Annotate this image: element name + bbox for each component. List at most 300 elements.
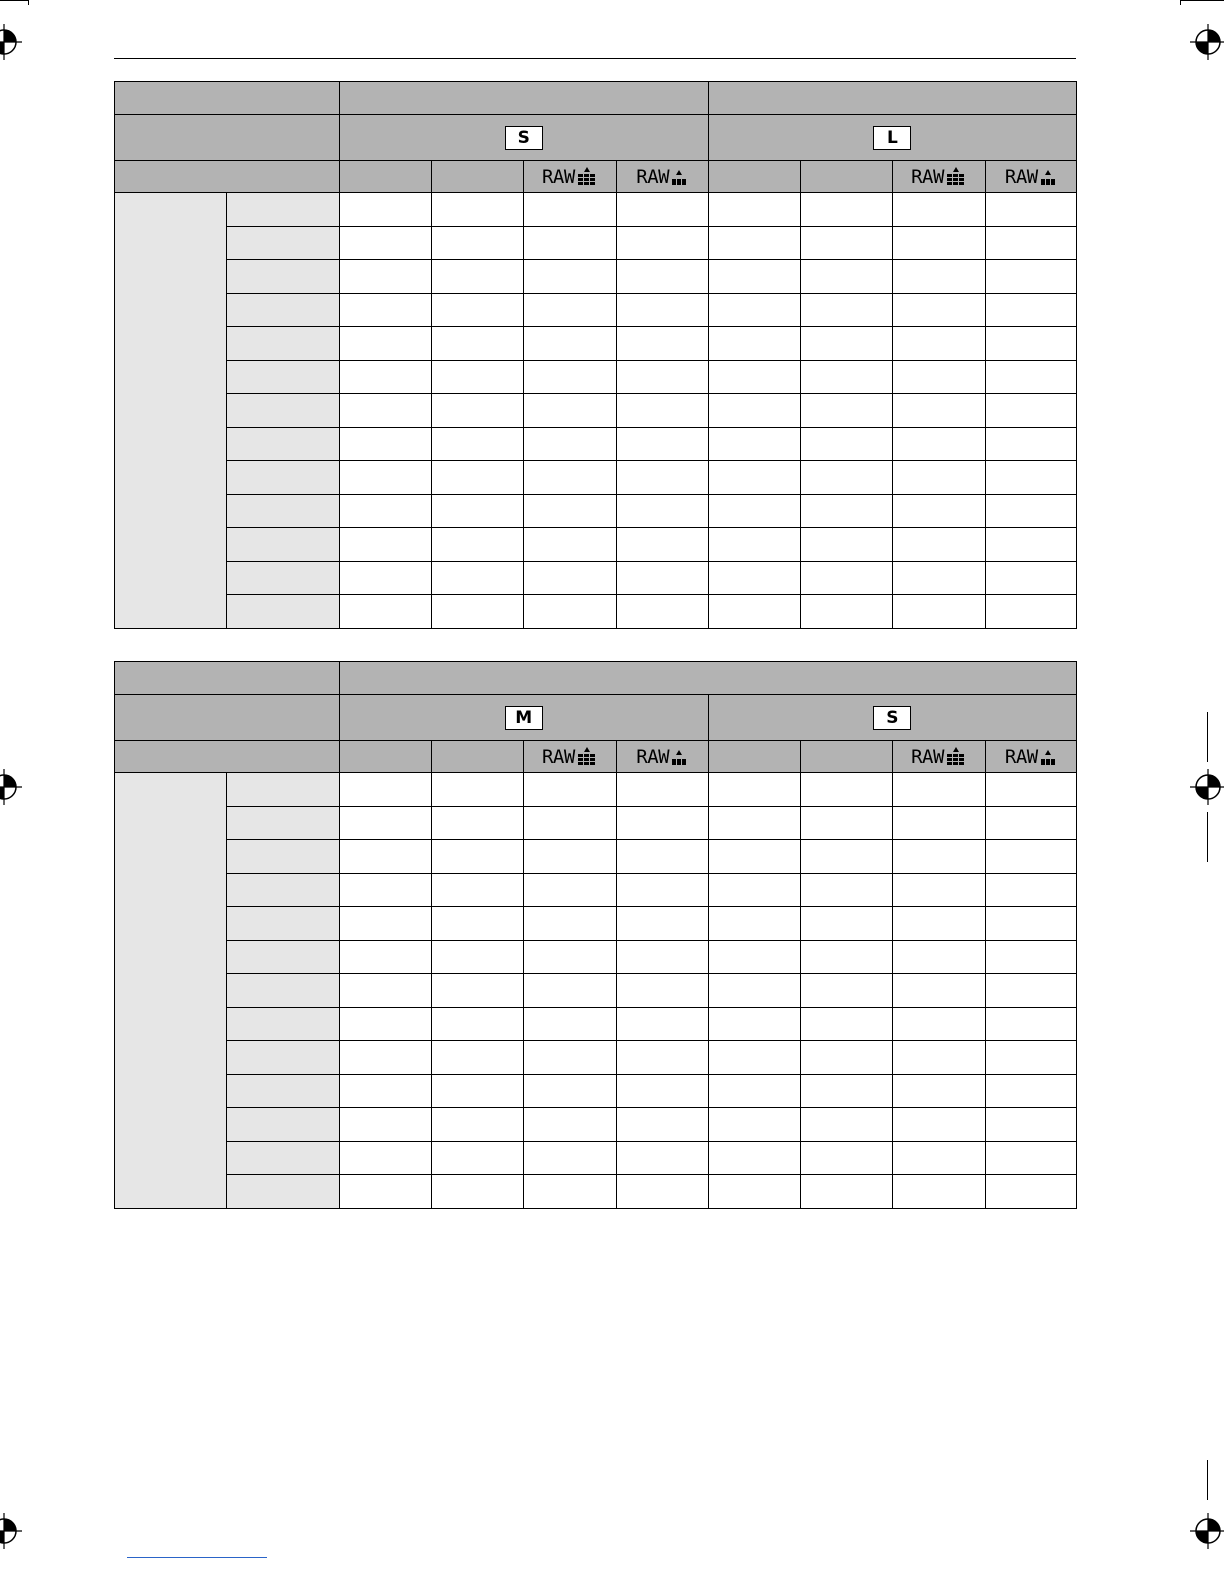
quality-header-cell bbox=[339, 741, 431, 773]
value-cell bbox=[524, 907, 616, 941]
value-cell bbox=[708, 595, 800, 629]
value-cell bbox=[708, 394, 800, 428]
value-cell bbox=[985, 595, 1076, 629]
value-cell bbox=[616, 940, 708, 974]
row-group-label bbox=[115, 193, 227, 629]
row-label-cell bbox=[227, 1074, 339, 1108]
value-cell bbox=[524, 840, 616, 874]
value-cell bbox=[524, 1108, 616, 1142]
value-cell bbox=[985, 873, 1076, 907]
value-cell bbox=[893, 1108, 985, 1142]
value-cell bbox=[431, 1041, 523, 1075]
value-cell bbox=[708, 561, 800, 595]
value-cell bbox=[801, 1007, 893, 1041]
quality-row-label bbox=[115, 161, 340, 193]
value-cell bbox=[431, 773, 523, 807]
header-group-full bbox=[339, 662, 1076, 695]
value-cell bbox=[708, 840, 800, 874]
value-cell bbox=[339, 193, 431, 227]
value-cell bbox=[708, 427, 800, 461]
row-label-cell bbox=[227, 907, 339, 941]
value-cell bbox=[616, 773, 708, 807]
value-cell bbox=[801, 1108, 893, 1142]
value-cell bbox=[524, 1141, 616, 1175]
value-cell bbox=[801, 873, 893, 907]
value-cell bbox=[893, 561, 985, 595]
value-cell bbox=[339, 773, 431, 807]
value-cell bbox=[431, 1108, 523, 1142]
value-cell bbox=[524, 1007, 616, 1041]
table-row bbox=[115, 226, 1077, 260]
crop-mark-top-left bbox=[0, 0, 28, 1]
value-cell bbox=[708, 907, 800, 941]
standard-icon bbox=[670, 167, 688, 187]
row-label-cell bbox=[227, 1041, 339, 1075]
value-cell bbox=[616, 1175, 708, 1209]
value-cell bbox=[339, 394, 431, 428]
row-label-cell bbox=[227, 595, 339, 629]
fine-icon bbox=[576, 747, 598, 767]
row-label-cell bbox=[227, 1108, 339, 1142]
table-row bbox=[115, 840, 1077, 874]
raw-quality-label bbox=[911, 747, 967, 767]
row-label-cell bbox=[227, 260, 339, 294]
value-cell bbox=[339, 1041, 431, 1075]
value-cell bbox=[893, 595, 985, 629]
raw-text: RAW bbox=[1004, 745, 1038, 768]
table-row bbox=[115, 1108, 1077, 1142]
value-cell bbox=[985, 394, 1076, 428]
quality-header-cell bbox=[801, 741, 893, 773]
crop-mark-top-left-v bbox=[28, 0, 29, 5]
value-cell bbox=[431, 840, 523, 874]
row-label-cell bbox=[227, 193, 339, 227]
value-cell bbox=[431, 461, 523, 495]
value-cell bbox=[339, 226, 431, 260]
value-cell bbox=[616, 226, 708, 260]
standard-icon bbox=[670, 747, 688, 767]
value-cell bbox=[524, 806, 616, 840]
table-row bbox=[115, 260, 1077, 294]
value-cell bbox=[708, 1108, 800, 1142]
table-row bbox=[115, 1141, 1077, 1175]
size-cell-right bbox=[708, 695, 1076, 741]
value-cell bbox=[524, 226, 616, 260]
value-cell bbox=[985, 907, 1076, 941]
value-cell bbox=[524, 595, 616, 629]
value-cell bbox=[985, 940, 1076, 974]
raw-text: RAW bbox=[911, 165, 944, 188]
standard-icon bbox=[1039, 747, 1057, 767]
value-cell bbox=[985, 528, 1076, 562]
value-cell bbox=[616, 327, 708, 361]
value-cell bbox=[339, 1007, 431, 1041]
value-cell bbox=[708, 1141, 800, 1175]
value-cell bbox=[801, 528, 893, 562]
value-cell bbox=[985, 1074, 1076, 1108]
table-row bbox=[115, 907, 1077, 941]
row-label-cell bbox=[227, 461, 339, 495]
fine-icon bbox=[945, 747, 967, 767]
value-cell bbox=[431, 1074, 523, 1108]
row-label-cell bbox=[227, 940, 339, 974]
value-cell bbox=[708, 1041, 800, 1075]
value-cell bbox=[616, 873, 708, 907]
table-row bbox=[115, 1041, 1077, 1075]
raw-quality-label bbox=[1005, 167, 1057, 187]
table-row bbox=[115, 773, 1077, 807]
value-cell bbox=[893, 394, 985, 428]
value-cell bbox=[801, 561, 893, 595]
value-cell bbox=[985, 1041, 1076, 1075]
row-label-cell bbox=[227, 561, 339, 595]
value-cell bbox=[801, 360, 893, 394]
value-cell bbox=[339, 461, 431, 495]
value-cell bbox=[339, 974, 431, 1008]
table-row bbox=[115, 494, 1077, 528]
value-cell bbox=[524, 193, 616, 227]
value-cell bbox=[339, 427, 431, 461]
value-cell bbox=[893, 773, 985, 807]
table-row bbox=[115, 1007, 1077, 1041]
value-cell bbox=[431, 260, 523, 294]
value-cell bbox=[708, 974, 800, 1008]
value-cell bbox=[985, 1108, 1076, 1142]
value-cell bbox=[339, 260, 431, 294]
value-cell bbox=[893, 461, 985, 495]
value-cell bbox=[339, 561, 431, 595]
value-cell bbox=[985, 974, 1076, 1008]
row-label-cell bbox=[227, 1007, 339, 1041]
value-cell bbox=[431, 561, 523, 595]
value-cell bbox=[431, 873, 523, 907]
value-cell bbox=[431, 293, 523, 327]
value-cell bbox=[708, 873, 800, 907]
crop-mark-right-mid-top bbox=[1207, 712, 1208, 762]
picture-size-badge: L bbox=[873, 126, 911, 150]
quality-header-cell bbox=[431, 741, 523, 773]
value-cell bbox=[524, 773, 616, 807]
table-row bbox=[115, 561, 1077, 595]
row-label-cell bbox=[227, 293, 339, 327]
value-cell bbox=[616, 1074, 708, 1108]
value-cell bbox=[616, 974, 708, 1008]
row-label-cell bbox=[227, 840, 339, 874]
row-label-cell bbox=[227, 806, 339, 840]
value-cell bbox=[431, 394, 523, 428]
row-label-cell bbox=[227, 974, 339, 1008]
registration-mark-icon bbox=[1190, 769, 1224, 805]
value-cell bbox=[339, 494, 431, 528]
value-cell bbox=[616, 260, 708, 294]
value-cell bbox=[339, 840, 431, 874]
value-cell bbox=[985, 427, 1076, 461]
value-cell bbox=[801, 1175, 893, 1209]
value-cell bbox=[708, 528, 800, 562]
value-cell bbox=[339, 907, 431, 941]
raw-quality-label bbox=[542, 747, 598, 767]
quality-header-cell bbox=[339, 161, 431, 193]
value-cell bbox=[801, 1074, 893, 1108]
value-cell bbox=[616, 494, 708, 528]
value-cell bbox=[616, 561, 708, 595]
value-cell bbox=[524, 1074, 616, 1108]
picture-size-badge: S bbox=[505, 126, 543, 150]
value-cell bbox=[524, 427, 616, 461]
value-cell bbox=[524, 494, 616, 528]
value-cell bbox=[801, 427, 893, 461]
value-cell bbox=[339, 1108, 431, 1142]
value-cell bbox=[801, 940, 893, 974]
crop-mark-top-right bbox=[1180, 0, 1224, 1]
value-cell bbox=[801, 327, 893, 361]
value-cell bbox=[893, 907, 985, 941]
value-cell bbox=[893, 806, 985, 840]
value-cell bbox=[616, 394, 708, 428]
value-cell bbox=[616, 461, 708, 495]
raw-quality-label bbox=[636, 167, 688, 187]
raw-quality-label bbox=[1005, 747, 1057, 767]
value-cell bbox=[801, 595, 893, 629]
value-cell bbox=[708, 806, 800, 840]
value-cell bbox=[616, 1141, 708, 1175]
value-cell bbox=[985, 327, 1076, 361]
quality-header-cell bbox=[616, 741, 708, 773]
value-cell bbox=[616, 907, 708, 941]
value-cell bbox=[893, 327, 985, 361]
value-cell bbox=[801, 1041, 893, 1075]
quality-row-label bbox=[115, 741, 340, 773]
raw-text: RAW bbox=[541, 165, 575, 188]
header-corner bbox=[115, 662, 340, 695]
quality-header-cell bbox=[985, 161, 1076, 193]
value-cell bbox=[801, 293, 893, 327]
value-cell bbox=[985, 1141, 1076, 1175]
value-cell bbox=[339, 1175, 431, 1209]
value-cell bbox=[524, 293, 616, 327]
table-row bbox=[115, 427, 1077, 461]
value-cell bbox=[985, 840, 1076, 874]
value-cell bbox=[616, 1007, 708, 1041]
crop-mark-right-mid-bottom bbox=[1207, 812, 1208, 862]
value-cell bbox=[801, 394, 893, 428]
picture-size-badge: M bbox=[505, 706, 543, 730]
value-cell bbox=[431, 360, 523, 394]
value-cell bbox=[524, 260, 616, 294]
quality-header-cell bbox=[524, 741, 616, 773]
value-cell bbox=[339, 940, 431, 974]
row-label-cell bbox=[227, 1175, 339, 1209]
row-label-cell bbox=[227, 226, 339, 260]
value-cell bbox=[708, 1074, 800, 1108]
table-row bbox=[115, 940, 1077, 974]
table-body bbox=[115, 773, 1077, 1209]
raw-text: RAW bbox=[636, 165, 670, 188]
value-cell bbox=[524, 1041, 616, 1075]
table-row bbox=[115, 528, 1077, 562]
table-row bbox=[115, 806, 1077, 840]
value-cell bbox=[524, 561, 616, 595]
row-group-label bbox=[115, 773, 227, 1209]
registration-mark-icon bbox=[0, 24, 22, 60]
row-label-cell bbox=[227, 327, 339, 361]
row-label-cell bbox=[227, 427, 339, 461]
quality-header-cell bbox=[708, 161, 800, 193]
value-cell bbox=[985, 561, 1076, 595]
value-cell bbox=[339, 873, 431, 907]
header-corner bbox=[115, 82, 340, 115]
row-label-cell bbox=[227, 528, 339, 562]
value-cell bbox=[431, 427, 523, 461]
value-cell bbox=[985, 461, 1076, 495]
value-cell bbox=[708, 1175, 800, 1209]
value-cell bbox=[616, 427, 708, 461]
value-cell bbox=[893, 293, 985, 327]
value-cell bbox=[431, 528, 523, 562]
value-cell bbox=[339, 595, 431, 629]
value-cell bbox=[985, 773, 1076, 807]
value-cell bbox=[339, 1141, 431, 1175]
value-cell bbox=[708, 226, 800, 260]
value-cell bbox=[801, 193, 893, 227]
table-row bbox=[115, 873, 1077, 907]
size-cell-left bbox=[339, 695, 708, 741]
value-cell bbox=[985, 1175, 1076, 1209]
size-row-label bbox=[115, 695, 340, 741]
value-cell bbox=[431, 595, 523, 629]
value-cell bbox=[339, 1074, 431, 1108]
table-row bbox=[115, 360, 1077, 394]
table-row bbox=[115, 1074, 1077, 1108]
size-cell-right bbox=[708, 115, 1076, 161]
value-cell bbox=[708, 260, 800, 294]
table-row bbox=[115, 974, 1077, 1008]
value-cell bbox=[893, 873, 985, 907]
value-cell bbox=[616, 528, 708, 562]
value-cell bbox=[893, 1141, 985, 1175]
quality-header-cell bbox=[893, 161, 985, 193]
value-cell bbox=[893, 1074, 985, 1108]
value-cell bbox=[524, 461, 616, 495]
crop-mark-right-bottom bbox=[1207, 1460, 1208, 1500]
value-cell bbox=[893, 1007, 985, 1041]
value-cell bbox=[708, 494, 800, 528]
value-cell bbox=[893, 1175, 985, 1209]
value-cell bbox=[524, 394, 616, 428]
registration-mark-icon bbox=[0, 769, 22, 805]
value-cell bbox=[708, 940, 800, 974]
footer-link-rule bbox=[127, 1557, 267, 1558]
value-cell bbox=[431, 1007, 523, 1041]
row-label-cell bbox=[227, 360, 339, 394]
row-label-cell bbox=[227, 394, 339, 428]
value-cell bbox=[524, 873, 616, 907]
standard-icon bbox=[1039, 167, 1057, 187]
value-cell bbox=[431, 494, 523, 528]
quality-header-cell bbox=[431, 161, 523, 193]
fine-icon bbox=[945, 167, 967, 187]
table-row bbox=[115, 595, 1077, 629]
value-cell bbox=[524, 1175, 616, 1209]
value-cell bbox=[339, 806, 431, 840]
value-cell bbox=[801, 260, 893, 294]
table-row bbox=[115, 461, 1077, 495]
value-cell bbox=[801, 974, 893, 1008]
value-cell bbox=[893, 1041, 985, 1075]
value-cell bbox=[616, 1041, 708, 1075]
quality-header-cell bbox=[893, 741, 985, 773]
quality-header-cell bbox=[985, 741, 1076, 773]
crop-mark-top-right-v bbox=[1180, 0, 1181, 5]
header-group-right bbox=[708, 82, 1076, 115]
value-cell bbox=[708, 193, 800, 227]
value-cell bbox=[801, 461, 893, 495]
value-cell bbox=[524, 360, 616, 394]
table-body bbox=[115, 193, 1077, 629]
value-cell bbox=[431, 193, 523, 227]
spec-table-2 bbox=[114, 661, 1077, 1209]
value-cell bbox=[339, 528, 431, 562]
raw-quality-label bbox=[911, 167, 967, 187]
value-cell bbox=[431, 806, 523, 840]
value-cell bbox=[893, 940, 985, 974]
registration-mark-icon bbox=[1190, 24, 1224, 60]
value-cell bbox=[801, 1141, 893, 1175]
value-cell bbox=[801, 226, 893, 260]
raw-quality-label bbox=[636, 747, 688, 767]
value-cell bbox=[801, 773, 893, 807]
value-cell bbox=[524, 974, 616, 1008]
value-cell bbox=[339, 327, 431, 361]
value-cell bbox=[616, 193, 708, 227]
table-row bbox=[115, 327, 1077, 361]
quality-header-cell bbox=[801, 161, 893, 193]
value-cell bbox=[616, 293, 708, 327]
row-label-cell bbox=[227, 873, 339, 907]
value-cell bbox=[524, 940, 616, 974]
value-cell bbox=[616, 595, 708, 629]
table-row bbox=[115, 1175, 1077, 1209]
value-cell bbox=[708, 1007, 800, 1041]
value-cell bbox=[893, 494, 985, 528]
raw-text: RAW bbox=[911, 745, 944, 768]
value-cell bbox=[708, 360, 800, 394]
value-cell bbox=[431, 940, 523, 974]
spec-table-1 bbox=[114, 81, 1077, 629]
header-rule bbox=[114, 58, 1076, 59]
table-row bbox=[115, 293, 1077, 327]
value-cell bbox=[801, 840, 893, 874]
value-cell bbox=[339, 360, 431, 394]
value-cell bbox=[616, 1108, 708, 1142]
raw-text: RAW bbox=[636, 745, 670, 768]
value-cell bbox=[339, 293, 431, 327]
value-cell bbox=[893, 260, 985, 294]
value-cell bbox=[431, 974, 523, 1008]
value-cell bbox=[708, 293, 800, 327]
value-cell bbox=[431, 226, 523, 260]
value-cell bbox=[893, 360, 985, 394]
value-cell bbox=[431, 1141, 523, 1175]
value-cell bbox=[893, 427, 985, 461]
value-cell bbox=[985, 360, 1076, 394]
value-cell bbox=[893, 226, 985, 260]
value-cell bbox=[985, 806, 1076, 840]
value-cell bbox=[708, 461, 800, 495]
value-cell bbox=[616, 840, 708, 874]
quality-header-cell bbox=[524, 161, 616, 193]
picture-size-badge: S bbox=[873, 706, 911, 730]
